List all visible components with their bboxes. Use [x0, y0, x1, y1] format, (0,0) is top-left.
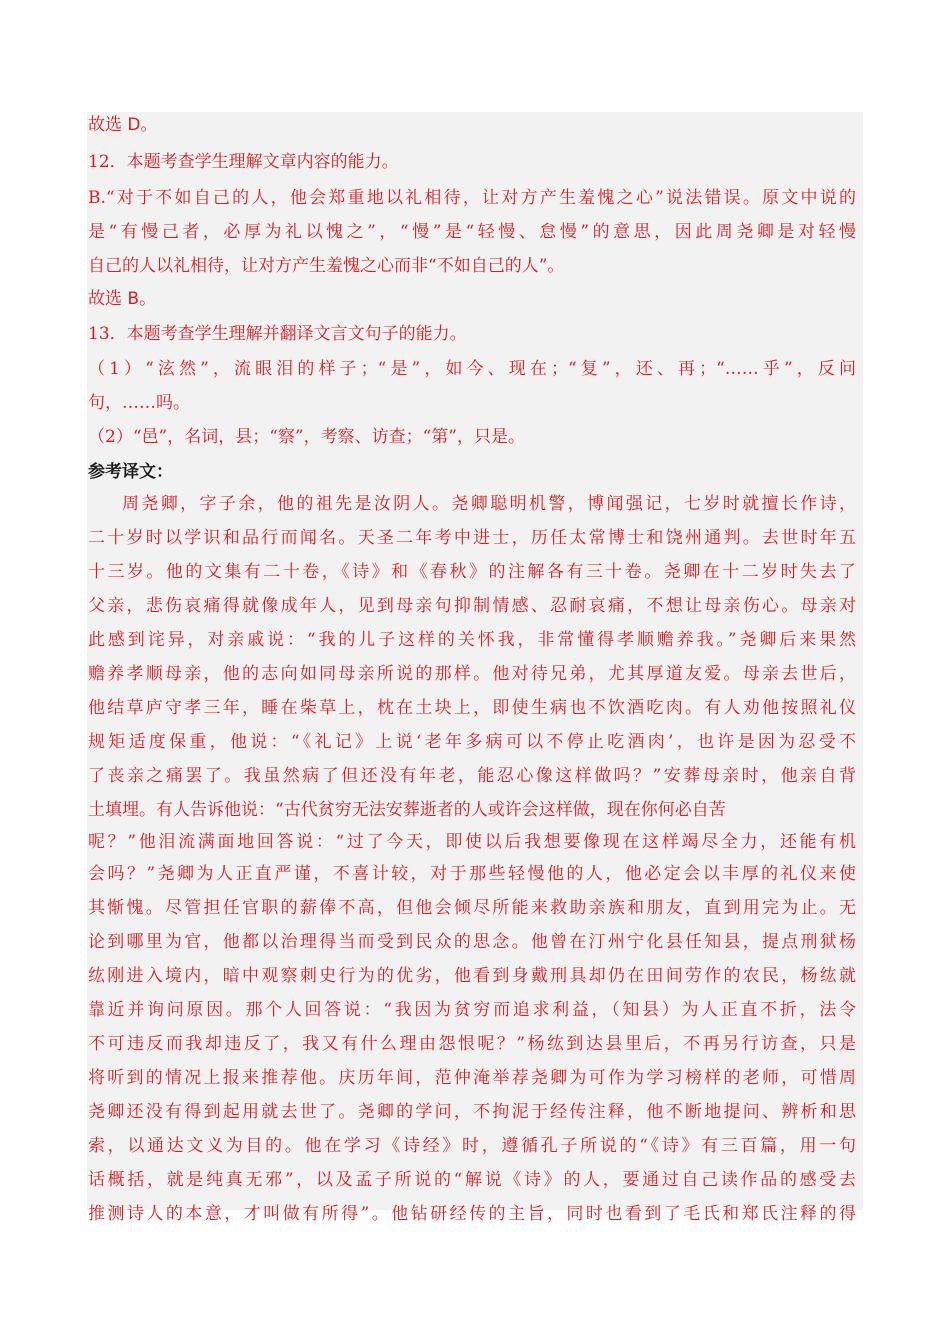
answer-line: 故选 D。 [88, 115, 158, 135]
translation-line: 呢？”他泪流满面地回答说：“过了今天，即使以后我想要像现在这样竭尽全力，还能有机 [88, 832, 856, 852]
answer-line: （1）“泫然”，流眼泪的样子；“是”，如今、现在；“复”，还、再；“……乎”，反问 [88, 359, 856, 379]
translation-line: 靠近并询问原因。那个人回答说：“我因为贫穷而追求利益，（知县）为人正直不折，法令 [88, 1000, 856, 1020]
translation-line: 话概括，就是纯真无邪”，以及孟子所说的“解说《诗》的人，要通过自己读作品的感受去 [88, 1170, 856, 1190]
translation-line: 十三岁。他的文集有二十卷，《诗》和《春秋》的注解各有三十卷。尧卿在十二岁时失去了 [88, 562, 856, 582]
translation-line: 索，以通达文义为目的。他在学习《诗经》时，遵循孔子所说的“《诗》有三百篇，用一句 [88, 1136, 856, 1156]
answer-line: 故选 B。 [88, 289, 157, 309]
translation-line: 尧卿还没有得到起用就去世了。尧卿的学问，不拘泥于经传注释，他不断地提问、辨析和思 [88, 1102, 856, 1122]
translation-line: 纮刚进入境内，暗中观察刺史行为的优劣，他看到身戴刑具却仍在田间劳作的农民，杨纮就 [88, 966, 856, 986]
question-12-heading: 12．本题考查学生理解文章内容的能力。 [88, 152, 399, 172]
translation-line: 他结草庐守孝三年，睡在柴草上，枕在土块上，即使生病也不饮酒吃肉。有人劝他按照礼仪 [88, 698, 856, 718]
answer-line: 是“有慢己者，必厚为礼以愧之”，“慢”是“轻慢、怠慢”的意思，因此周尧卿是对轻慢 [88, 222, 856, 242]
question-13-heading: 13．本题考查学生理解并翻译文言文句子的能力。 [88, 324, 467, 344]
translation-line: 赡养孝顺母亲，他的志向如同母亲所说的那样。他对待兄弟，尤其厚道友爱。母亲去世后， [88, 664, 856, 684]
answer-line: B.“对于不如自己的人，他会郑重地以礼相待，让对方产生羞愧之心”说法错误。原文中说的 [88, 188, 856, 208]
answer-line: 句，……吗。 [88, 393, 190, 413]
translation-line: 父亲，悲伤哀痛得就像成年人，见到母亲句抑制情感、忍耐哀痛，不想让母亲伤心。母亲对 [88, 596, 856, 616]
translation-line: 其惭愧。尽管担任官职的薪俸不高，但他会倾尽所能来救助亲族和朋友，直到用完为止。无 [88, 898, 856, 918]
translation-line: 推测诗人的本意，才叫做有所得”。他钻研经传的主旨，同时也看到了毛氏和郑氏注释的得 [88, 1204, 856, 1224]
translation-line: 论到哪里为官，他都以治理得当而受到民众的思念。他曾在汀州宁化县任知县，提点刑狱杨 [88, 932, 856, 952]
answer-line: （2）“邑”，名词，县；“察”，考察、访查；“第”，只是。 [88, 427, 525, 447]
translation-line: 此感到诧异，对亲戚说：“我的儿子这样的关怀我，非常懂得孝顺赡养我。”尧卿后来果然 [88, 630, 856, 650]
translation-line: 将听到的情况上报来推荐他。庆历年间，范仲淹举荐尧卿为可作为学习榜样的老师，可惜周 [88, 1068, 856, 1088]
translation-line: 不可违反而我却违反了，我又有什么理由怨恨呢？”杨纮到达县里后，不再另行访查，只是 [88, 1034, 856, 1054]
translation-line: 二十岁时以学识和品行而闻名。天圣二年考中进士，历任太常博士和饶州通判。去世时年五 [88, 528, 856, 548]
translation-line: 周尧卿，字子余，他的祖先是汝阴人。尧卿聪明机警，博闻强记，七岁时就擅长作诗， [122, 494, 856, 514]
translation-line: 规矩适度保重，他说：“《礼记》上说‘老年多病可以不停止吃酒肉’，也许是因为忍受不 [88, 732, 856, 752]
translation-line: 土填埋。有人告诉他说：“古代贫穷无法安葬逝者的人或许会这样做，现在你何必自苦 [88, 800, 726, 820]
translation-line: 会吗？”尧卿为人正直严谨，不喜计较，对于那些轻慢他的人，他必定会以丰厚的礼仪来使 [88, 864, 856, 884]
translation-heading: 参考译文： [88, 462, 173, 482]
answer-line: 自己的人以礼相待，让对方产生羞愧之心而非“不如自己的人”。 [88, 256, 565, 276]
translation-line: 了丧亲之痛罢了。我虽然病了但还没有年老，能忍心像这样做吗？”安葬母亲时，他亲自背 [88, 766, 856, 786]
